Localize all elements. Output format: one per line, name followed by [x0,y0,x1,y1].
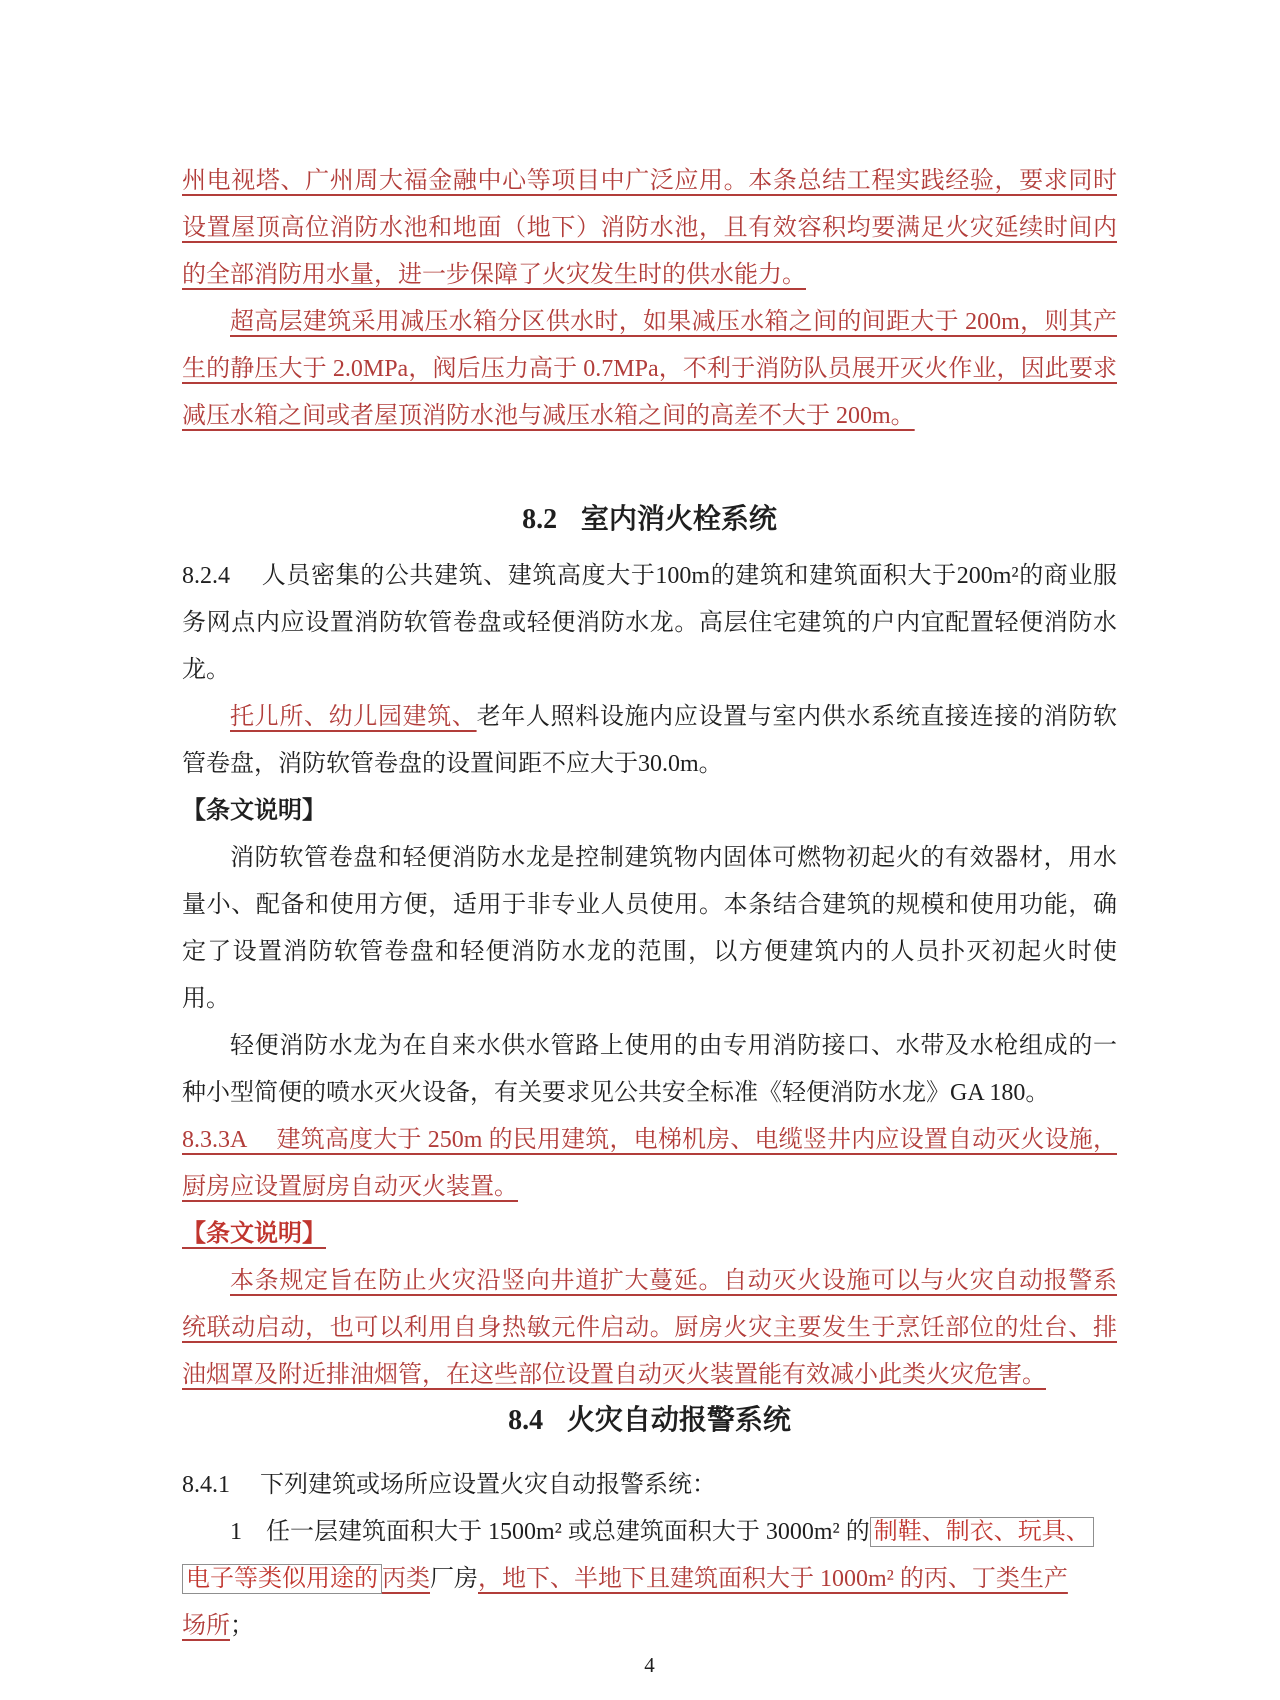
paragraph-explanation-portable-hose: 轻便消防水龙为在自来水供水管路上使用的由专用消防接口、水带及水枪组成的一种小型简便的喷水灭火设备，有关要求见公共安全标准《轻便消防水龙》GA 180。 [182,1033,1117,1106]
paragraph-explanation-shaft-fire: 本条规定旨在防止火灾沿竖向井道扩大蔓延。自动灭火设施可以与火灾自动报警系统联动启动，也可以利用自身热敏元件启动。厨房火灾主要发生于烹饪部位的灶台、排油烟罩及附近排油烟管，在这些部位设置自动灭火装置能有效减小此类火灾危害。 [182,1268,1117,1388]
revision-run-underground: ，地下、半地下且建筑面积大于 1000m² 的丙、丁类生产 [478,1566,1068,1592]
section-number-8-4: 8.4 [508,1405,544,1436]
revision-run-nursery: 托儿所、幼儿园建筑、 [230,704,477,730]
text-run-semicolon: ； [230,1613,254,1639]
item-1-line-1 [230,1517,1094,1547]
page-number: 4 [644,1653,655,1677]
item-1-line-3 [182,1613,254,1639]
inserted-run-shoe-garment-toy: 制鞋、制衣、玩具、 [870,1517,1094,1547]
text-run-factory: 厂房 [430,1566,478,1592]
text-run-floor-area: 1 任一层建筑面积大于 1500m² 或总建筑面积大于 3000m² 的 [230,1519,870,1545]
paragraph-explanation-hose-reel: 消防软管卷盘和轻便消防水龙是控制建筑物内固体可燃物初起火的有效器材，用水量小、配备和使用方便，适用于非专业人员使用。本条结合建筑的规模和使用功能，确定了设置消防软管卷盘和轻便消防水龙的范围，以方便建筑内的人员扑灭初起火时使用。 [182,845,1117,1012]
clause-8-4-1: 8.4.1 下列建筑或场所应设置火灾自动报警系统： [182,1472,716,1498]
clause-8-4-1-item-1 [182,1509,1117,1650]
item-1-line-2 [182,1564,1068,1594]
paragraph-pressure-reducing-tank: 超高层建筑采用减压水箱分区供水时，如果减压水箱之间的间距大于 200m，则其产生的静压大于 2.0MPa，阀后压力高于 0.7MPa，不利于消防队员展开灭火作业，因此要求减压水箱之间或者屋顶消防水池与减压水箱之间的高差不大于 200m。 [182,309,1117,429]
label-clause-explanation-red: 【条文说明】 [182,1221,326,1247]
section-heading-8-2 [182,498,1117,542]
revision-run-places: 场所 [182,1613,230,1639]
section-heading-8-4 [182,1399,1117,1443]
paragraph-rooftop-tank-continued: 州电视塔、广州周大福金融中心等项目中广泛应用。本条总结工程实践经验，要求同时设置屋顶高位消防水池和地面（地下）消防水池，且有效容积均要满足火灾延续时间内的全部消防用水量，进一步保障了火灾发生时的供水能力。 [182,168,1117,288]
section-title-8-4: 火灾自动报警系统 [566,1405,791,1436]
label-clause-explanation-black: 【条文说明】 [182,798,326,824]
clause-8-3-3a: 8.3.3A 建筑高度大于 250m 的民用建筑，电梯机房、电缆竖井内应设置自动灭火设施，厨房应设置厨房自动灭火装置。 [182,1127,1117,1200]
section-number-8-2: 8.2 [522,504,558,535]
inserted-run-electronics: 电子等类似用途的 [182,1564,382,1594]
revision-run-class-c: 丙类 [382,1566,430,1592]
section-title-8-2: 室内消火栓系统 [580,504,777,535]
clause-8-2-4-second-paragraph [182,694,1117,788]
clause-8-2-4: 8.2.4 人员密集的公共建筑、建筑高度大于100m的建筑和建筑面积大于200m²的商业服务网点内应设置消防软管卷盘或轻便消防水龙。高层住宅建筑的户内宜配置轻便消防水龙。 [182,563,1117,683]
text-run-elderly-care: 老年人照料设施内应设置与室内供水系统直接连接的消防软管卷盘，消防软管卷盘的设置间距不应大于30.0m。 [182,704,1118,777]
